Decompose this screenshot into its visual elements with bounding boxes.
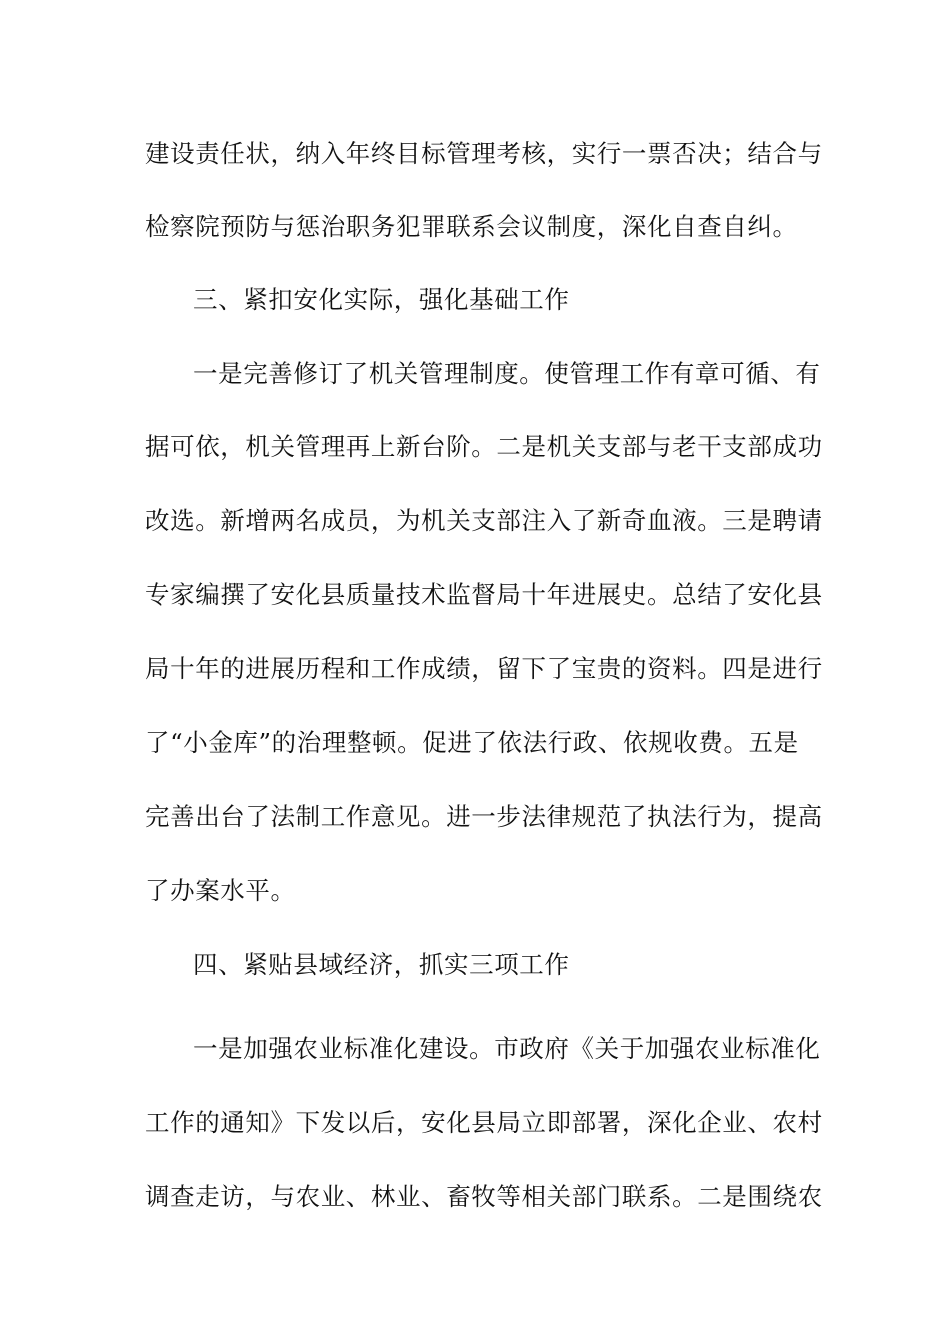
paragraph-line: 一是加强农业标准化建设。市政府《关于加强农业标准化: [193, 1034, 821, 1063]
paragraph-line: 了“小金库”的治理整顿。促进了依法行政、依规收费。五是: [145, 728, 799, 757]
paragraph-line: 完善出台了法制工作意见。进一步法律规范了执法行为，提高: [145, 802, 823, 831]
section-heading: 三、紧扣安化实际，强化基础工作: [193, 285, 570, 314]
paragraph-line: 一是完善修订了机关管理制度。使管理工作有章可循、有: [193, 359, 821, 388]
paragraph-line: 专家编撰了安化县质量技术监督局十年进展史。总结了安化县: [145, 580, 823, 609]
paragraph-line: 建设责任状，纳入年终目标管理考核，实行一票否决；结合与: [145, 139, 823, 168]
paragraph-line: 工作的通知》下发以后，安化县局立即部署，深化企业、农村: [145, 1108, 823, 1137]
section-heading: 四、紧贴县域经济，抓实三项工作: [193, 950, 570, 979]
paragraph-line: 改选。新增两名成员，为机关支部注入了新奇血液。三是聘请: [145, 506, 823, 535]
paragraph-line: 据可依，机关管理再上新台阶。二是机关支部与老干支部成功: [145, 432, 823, 461]
paragraph-line: 调查走访，与农业、林业、畜牧等相关部门联系。二是围绕农: [145, 1182, 823, 1211]
paragraph-line: 检察院预防与惩治职务犯罪联系会议制度，深化自查自纠。: [145, 212, 798, 241]
paragraph-line: 局十年的进展历程和工作成绩，留下了宝贵的资料。四是进行: [145, 654, 823, 683]
paragraph-line: 了办案水平。: [145, 876, 296, 905]
